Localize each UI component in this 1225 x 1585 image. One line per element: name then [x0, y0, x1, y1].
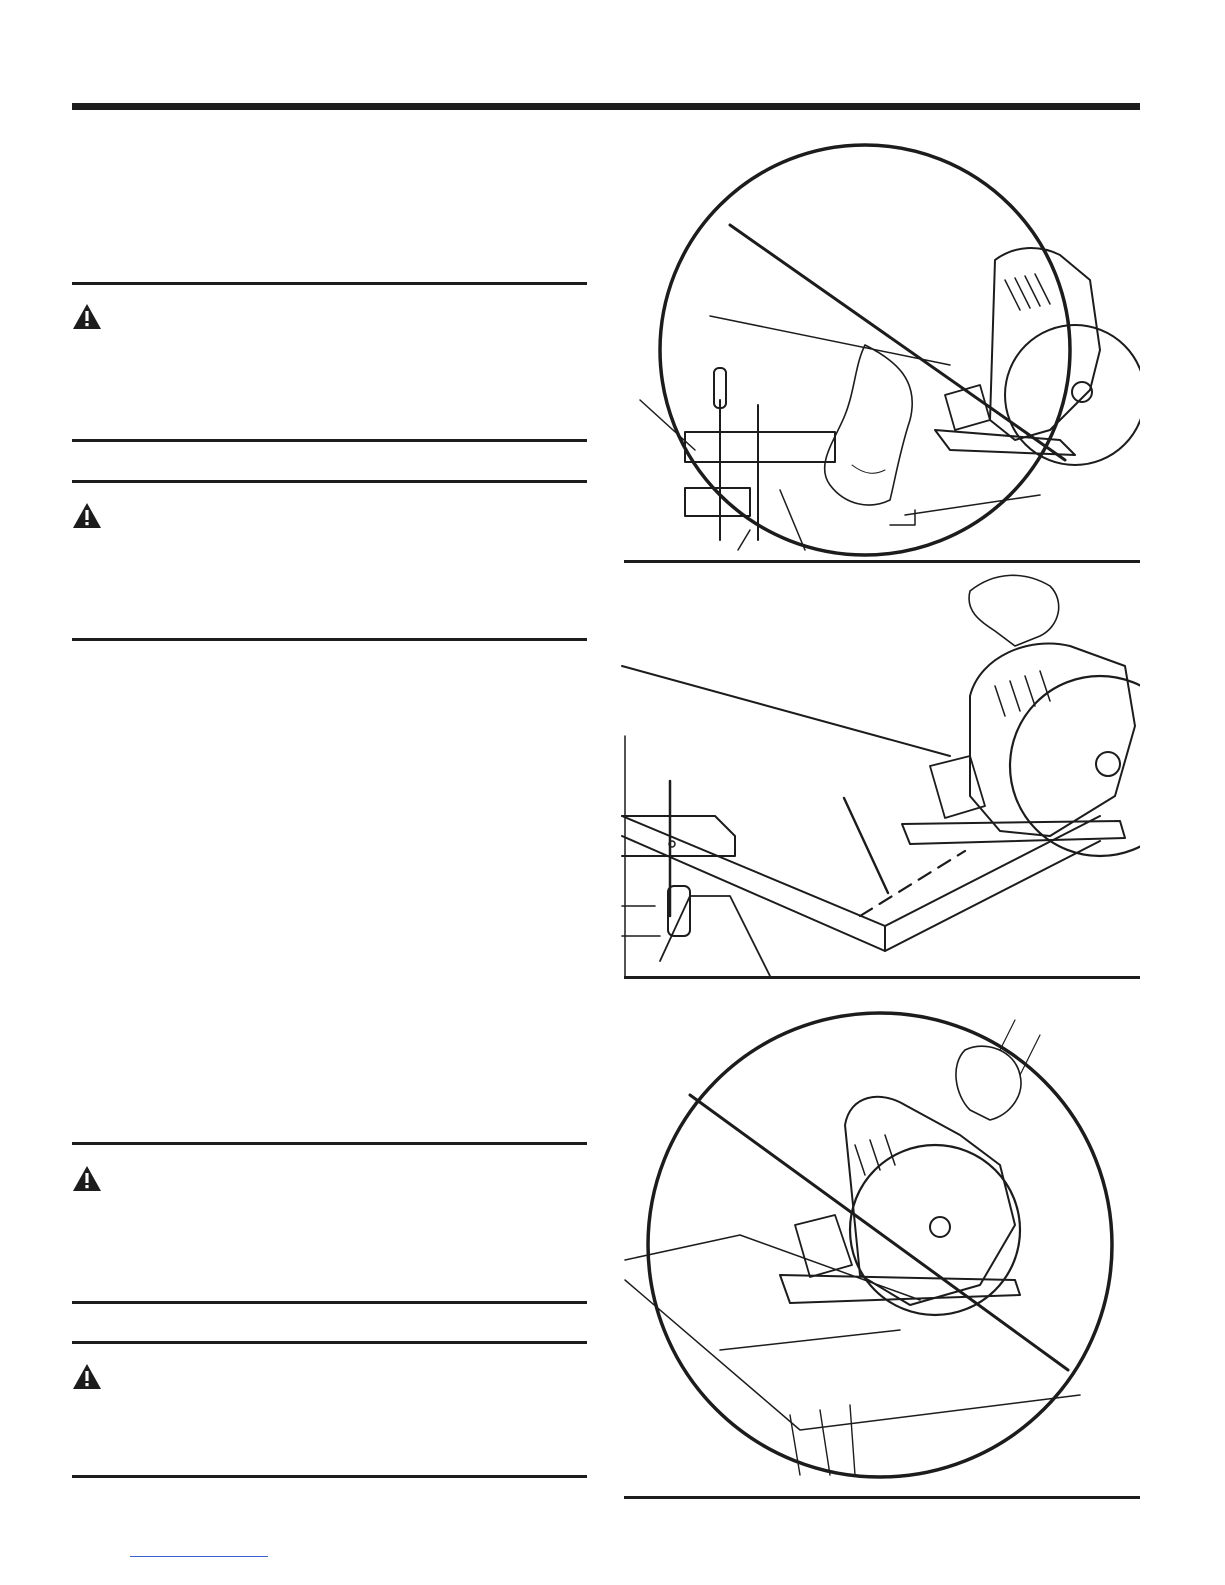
section-rule: [72, 638, 587, 641]
figure-sheet-cut-detail: [620, 995, 1140, 1495]
figure-rule: [624, 1496, 1140, 1499]
footer-link-underline: [130, 1556, 268, 1557]
figure-clamped-board-cut-detail: [620, 130, 1140, 570]
warning-triangle-icon: [72, 1165, 102, 1192]
section-rule: [72, 282, 587, 285]
section-rule: [72, 439, 587, 442]
warning-triangle-icon: [72, 502, 102, 529]
section-rule: [72, 1301, 587, 1304]
figure-rule: [624, 560, 1140, 563]
warning-triangle-icon: [72, 1363, 102, 1390]
warning-triangle-icon: [72, 303, 102, 330]
section-rule: [72, 1142, 587, 1145]
figure-rule: [624, 976, 1140, 979]
header-rule: [72, 103, 1140, 110]
section-rule: [72, 1341, 587, 1344]
section-rule: [72, 1475, 587, 1478]
section-rule: [72, 480, 587, 483]
figure-saw-cutting-board-on-sawhorse: [620, 566, 1140, 976]
